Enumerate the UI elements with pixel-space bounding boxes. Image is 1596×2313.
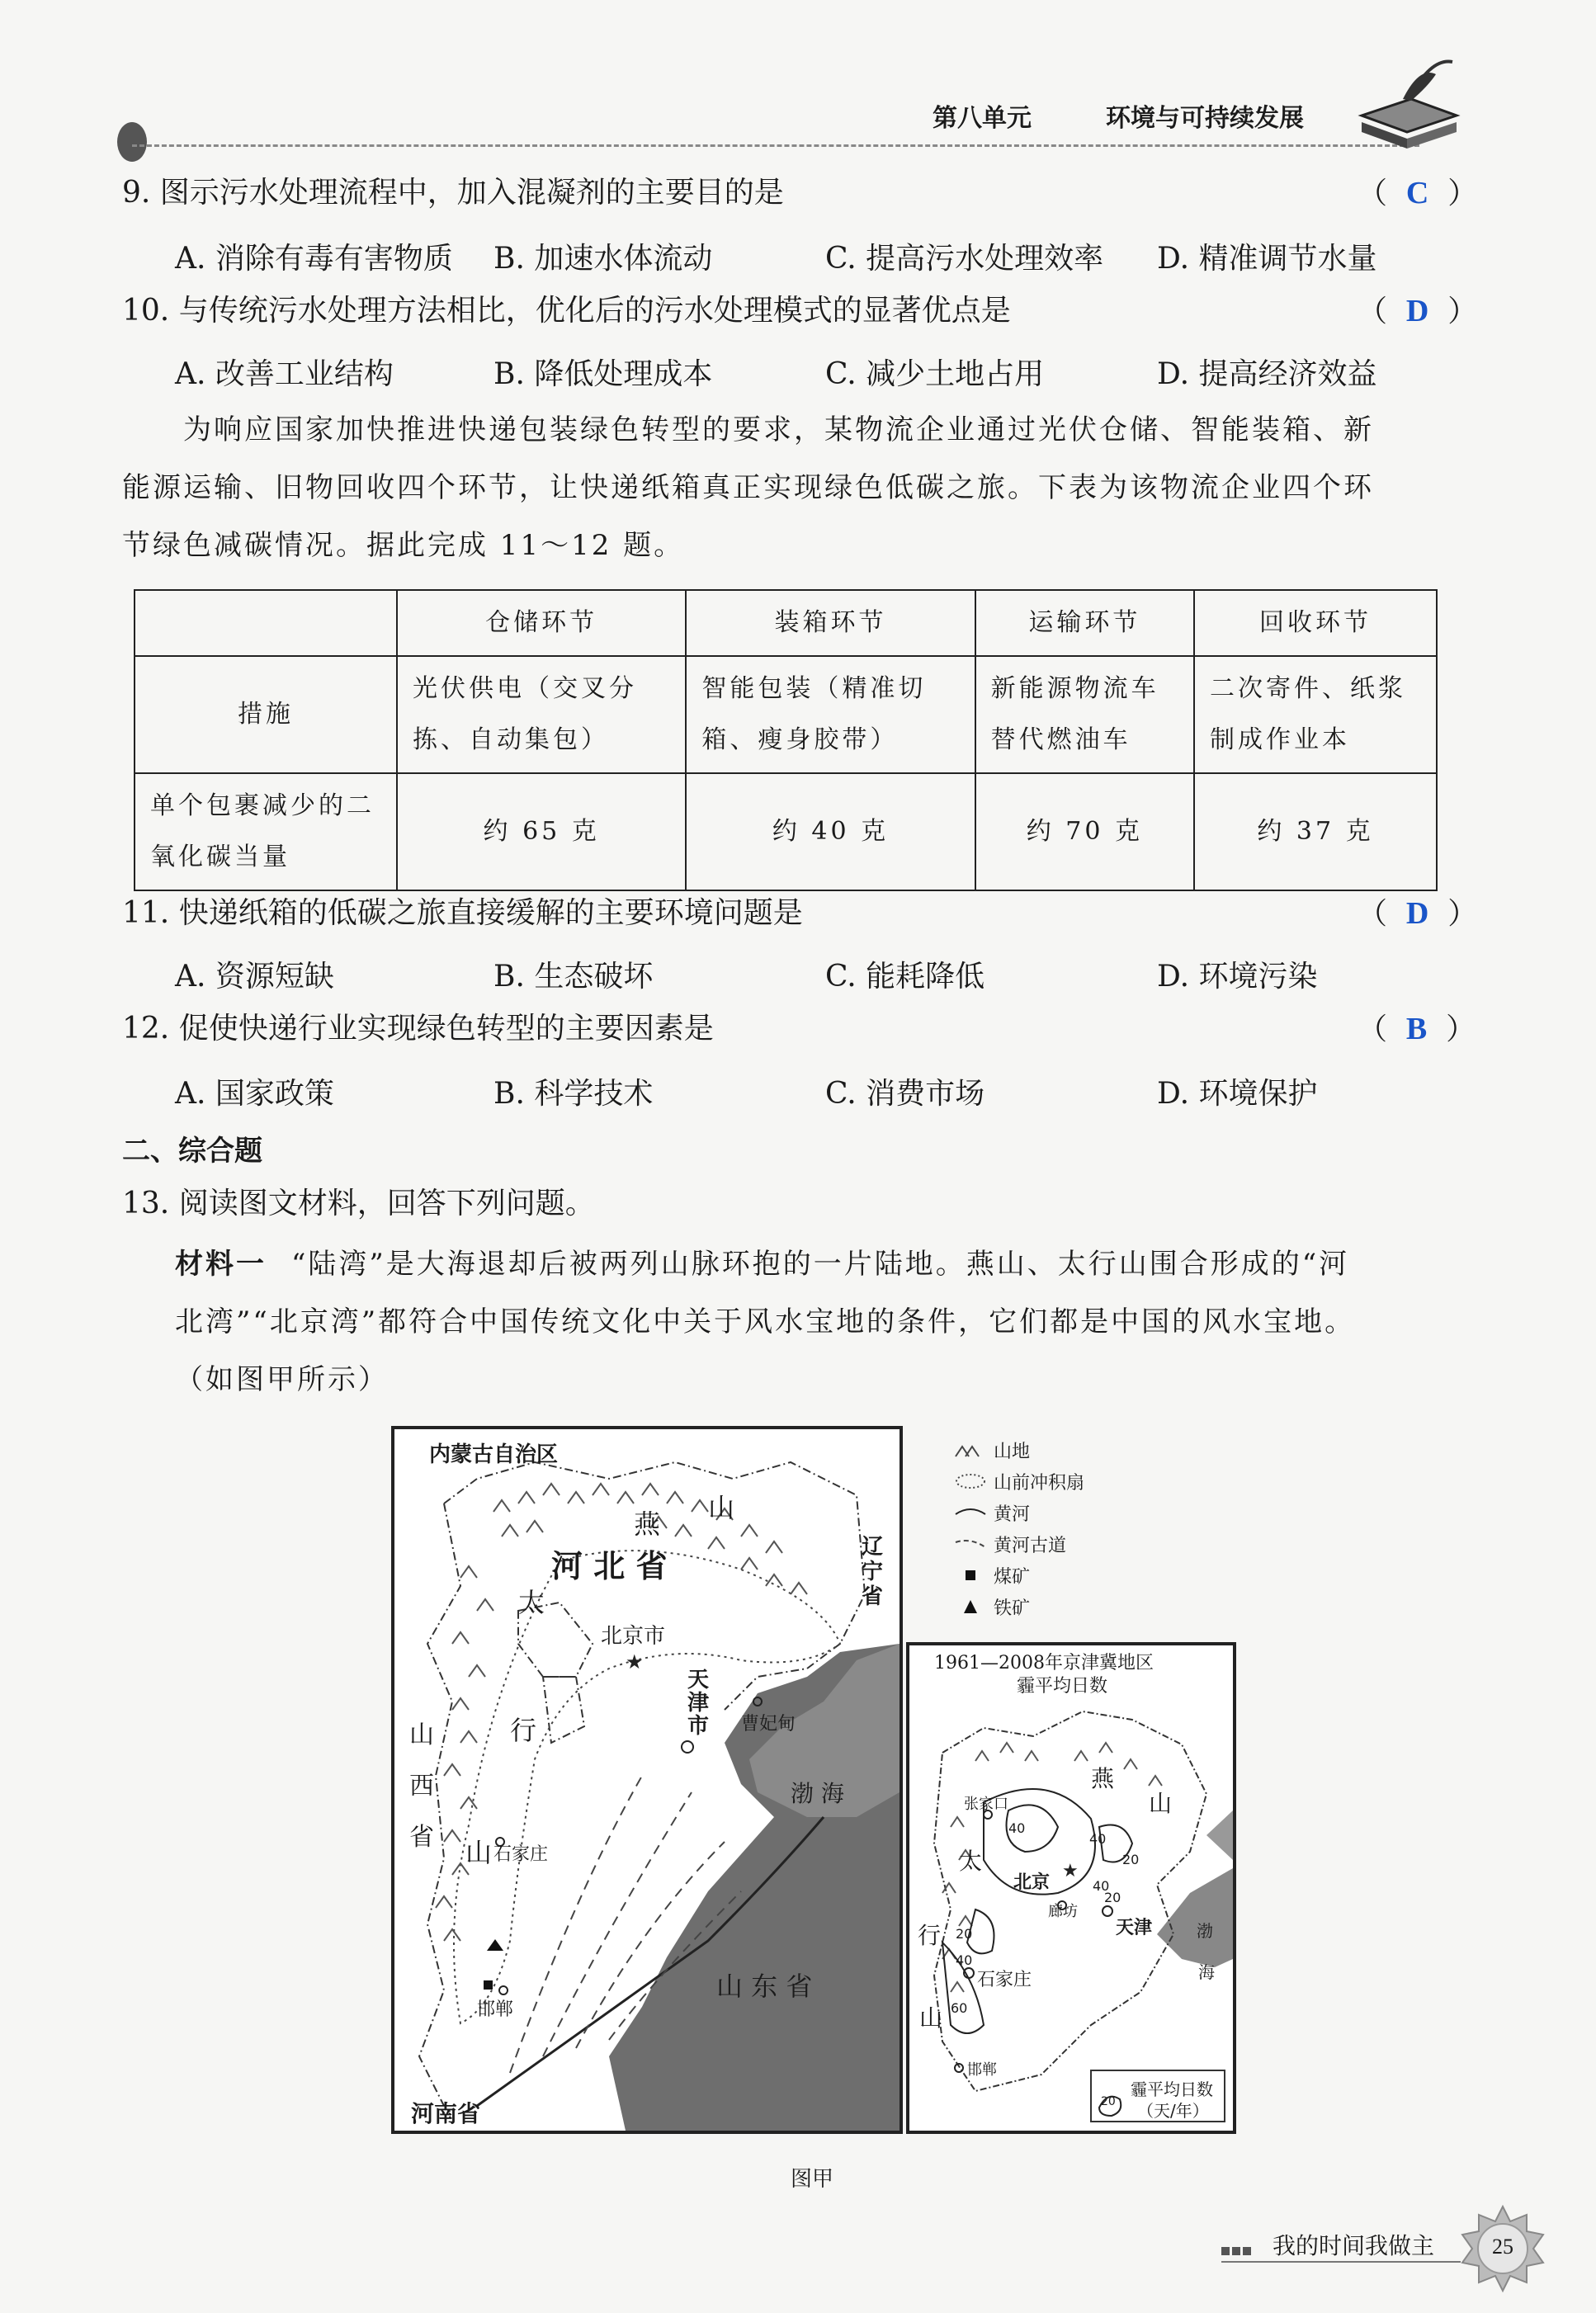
q11-answer-bracket: （ D ）	[1358, 896, 1478, 931]
label-tianjin: 天津市	[687, 1668, 710, 1739]
intro-line-1: 为响应国家加快推进快递包装绿色转型的要求，某物流企业通过光伏仓储、智能装箱、新	[183, 413, 1374, 446]
iron-mine-icon	[954, 1597, 987, 1617]
q11-option-d[interactable]: D. 环境污染	[1157, 960, 1318, 994]
inset-legend-2: （天/年）	[1137, 2101, 1209, 2121]
legend-item: 黄河	[954, 1497, 1152, 1528]
q13-stem: 13. 阅读图文材料，回答下列问题。	[122, 1187, 595, 1220]
q10-option-a[interactable]: A. 改善工业结构	[175, 357, 394, 391]
table-corner	[135, 590, 397, 656]
q9-option-a[interactable]: A. 消除有毒有害物质	[175, 242, 453, 276]
label-handan: 邯郸	[477, 1999, 514, 2020]
table-cell: 二次寄件、纸浆制成作业本	[1194, 656, 1437, 773]
inset-label-hang: 行	[918, 1922, 942, 1949]
contour-label: 40	[956, 1952, 973, 1968]
q11-answer: D	[1405, 896, 1429, 931]
footer-slogan: 我的时间我做主	[1273, 2232, 1435, 2259]
table-header: 装箱环节	[686, 590, 975, 656]
q12-option-c[interactable]: C. 消费市场	[825, 1077, 985, 1111]
q9-option-c[interactable]: C. 提高污水处理效率	[825, 242, 1104, 276]
label-liaoning: 辽宁省	[862, 1535, 884, 1609]
inset-label-tai: 太	[959, 1848, 983, 1875]
haze-inset-map	[906, 1642, 1236, 2134]
header-divider	[132, 144, 1419, 147]
inset-label-shan: 山	[1149, 1790, 1173, 1817]
main-map	[391, 1426, 903, 2134]
contour-label: 20	[1122, 1852, 1140, 1867]
figure-caption: 图甲	[791, 2167, 834, 2192]
table-row-label: 措施	[135, 656, 397, 773]
inset-label-beijing: 北京	[1013, 1872, 1051, 1893]
q10-option-c[interactable]: C. 减少土地占用	[825, 357, 1045, 391]
q12-answer: B	[1405, 1012, 1428, 1046]
header-bullet	[117, 122, 147, 162]
inset-legend-1: 霾平均日数	[1131, 2079, 1213, 2099]
q9-answer-bracket: （ C ）	[1358, 176, 1478, 210]
intro-line-2: 能源运输、旧物回收四个环节，让快递纸箱真正实现绿色低碳之旅。下表为该物流企业四个环	[122, 471, 1374, 504]
inset-title-2: 霾平均日数	[1017, 1676, 1108, 1697]
q13-material-line-3: （如图甲所示）	[175, 1363, 389, 1396]
table-header: 仓储环节	[397, 590, 686, 656]
q13-material-line-2: 北湾”“北京湾”都符合中国传统文化中关于风水宝地的条件，它们都是中国的风水宝地。	[175, 1305, 1356, 1338]
label-henan: 河南省	[411, 2100, 481, 2127]
svg-text:★: ★	[1062, 1861, 1079, 1881]
inset-label-shijiazhuang: 石家庄	[977, 1970, 1032, 1990]
table-cell: 约 40 克	[686, 773, 975, 890]
q12-option-a[interactable]: A. 国家政策	[175, 1077, 334, 1111]
q9-answer: C	[1405, 176, 1429, 210]
q10-answer: D	[1405, 294, 1429, 328]
inset-label-langfang: 廊坊	[1048, 1903, 1078, 1920]
carbon-reduction-table	[134, 589, 1438, 891]
label-shandong: 山 东 省	[716, 1971, 813, 2002]
table-row-label: 单个包裹减少的二氧化碳当量	[135, 773, 397, 890]
q9-option-d[interactable]: D. 精准调节水量	[1157, 242, 1377, 276]
table-cell: 约 70 克	[975, 773, 1194, 890]
contour-label: 40	[1008, 1820, 1026, 1836]
q10-option-b[interactable]: B. 降低处理成本	[493, 357, 713, 391]
table-header: 回收环节	[1194, 590, 1437, 656]
coal-mine-icon	[954, 1565, 987, 1585]
q11-option-a[interactable]: A. 资源短缺	[175, 960, 334, 994]
legend-item: 铁矿	[954, 1591, 1152, 1622]
old-river-icon	[954, 1534, 987, 1554]
q10-option-d[interactable]: D. 提高经济效益	[1157, 357, 1377, 391]
mountain-icon	[954, 1440, 987, 1460]
inset-map-graphic	[909, 1645, 1233, 2131]
header-title: 环境与可持续发展	[1106, 104, 1304, 133]
footer-underline	[1221, 2261, 1461, 2263]
q11-option-b[interactable]: B. 生态破坏	[493, 960, 654, 994]
label-beijing: 北京市	[601, 1624, 666, 1649]
label-inner-mongolia: 内蒙古自治区	[429, 1442, 559, 1467]
label-yan: 燕	[634, 1508, 661, 1540]
book-icon	[1353, 50, 1461, 157]
label-bohai: 渤 海	[791, 1780, 844, 1807]
q12-answer-bracket: （ B ）	[1358, 1012, 1476, 1046]
q11-option-c[interactable]: C. 能耗降低	[825, 960, 985, 994]
svg-text:★: ★	[626, 1650, 644, 1673]
alluvial-fan-icon	[954, 1471, 987, 1491]
table-cell: 约 65 克	[397, 773, 686, 890]
contour-label: 40	[1093, 1878, 1110, 1894]
header-unit: 第八单元	[933, 104, 1032, 133]
table-header: 运输环节	[975, 590, 1194, 656]
page-number: 25	[1492, 2235, 1513, 2259]
table-cell: 光伏供电（交叉分拣、自动集包）	[397, 656, 686, 773]
intro-line-3: 节绿色减碳情况。据此完成 11～12 题。	[122, 529, 685, 562]
material-text-1: “陆湾”是大海退却后被两列山脉环抱的一片陆地。燕山、太行山围合形成的“河	[291, 1248, 1350, 1281]
inset-legend-contour-label: 20	[1101, 2095, 1116, 2108]
contour-label: 20	[956, 1926, 973, 1942]
inset-label-bohai-2: 海	[1198, 1962, 1215, 1982]
inset-label-bohai-1: 渤	[1197, 1921, 1213, 1941]
q9-option-b[interactable]: B. 加速水体流动	[493, 242, 713, 276]
q11-stem: 11. 快递纸箱的低碳之旅直接缓解的主要环境问题是	[122, 896, 803, 930]
contour-label: 20	[1104, 1890, 1121, 1905]
label-hang: 行	[510, 1715, 537, 1746]
label-shan-tai: 山	[465, 1837, 493, 1868]
legend-item: 煤矿	[954, 1560, 1152, 1591]
contour-label: 40	[1089, 1831, 1107, 1847]
q12-option-b[interactable]: B. 科学技术	[493, 1077, 654, 1111]
inset-label-shan2: 山	[919, 2004, 943, 2032]
inset-label-zhangjiakou: 张家口	[964, 1796, 1008, 1813]
table-cell: 约 37 克	[1194, 773, 1437, 890]
legend-item: 黄河古道	[954, 1528, 1152, 1560]
label-tai: 太	[518, 1587, 545, 1618]
legend-item: 山前冲积扇	[954, 1466, 1152, 1497]
inset-title-1: 1961—2008年京津冀地区	[934, 1653, 1154, 1673]
q12-stem: 12. 促使快递行业实现绿色转型的主要因素是	[122, 1012, 714, 1046]
yellow-river-icon	[954, 1503, 987, 1522]
q10-stem: 10. 与传统污水处理方法相比，优化后的污水处理模式的显著优点是	[122, 294, 1011, 328]
contour-label: 60	[951, 2000, 968, 2016]
q9-stem: 9. 图示污水处理流程中，加入混凝剂的主要目的是	[122, 176, 784, 210]
label-shijiazhuang: 石家庄	[493, 1844, 549, 1865]
label-shanxi: 山西省	[409, 1721, 434, 1852]
q12-option-d[interactable]: D. 环境保护	[1157, 1077, 1318, 1111]
footer-dots	[1221, 2243, 1251, 2259]
table-cell: 新能源物流车替代燃油车	[975, 656, 1194, 773]
label-shan-yan: 山	[708, 1492, 735, 1523]
table-cell: 智能包装（精准切箱、瘦身胶带）	[686, 656, 975, 773]
inset-label-handan: 邯郸	[967, 2061, 997, 2079]
inset-label-yan: 燕	[1091, 1765, 1115, 1792]
label-caofeidian: 曹妃甸	[741, 1714, 796, 1735]
legend-item: 山地	[954, 1434, 1152, 1466]
inset-label-tianjin: 天津	[1116, 1918, 1153, 1938]
q13-material-line-1	[175, 1235, 1349, 1293]
material-label: 材料一	[175, 1248, 267, 1281]
map-legend	[954, 1434, 1152, 1622]
label-hebei: 河 北 省	[551, 1548, 668, 1584]
section-title: 二、综合题	[122, 1135, 262, 1168]
q10-answer-bracket: （ D ）	[1358, 294, 1478, 328]
